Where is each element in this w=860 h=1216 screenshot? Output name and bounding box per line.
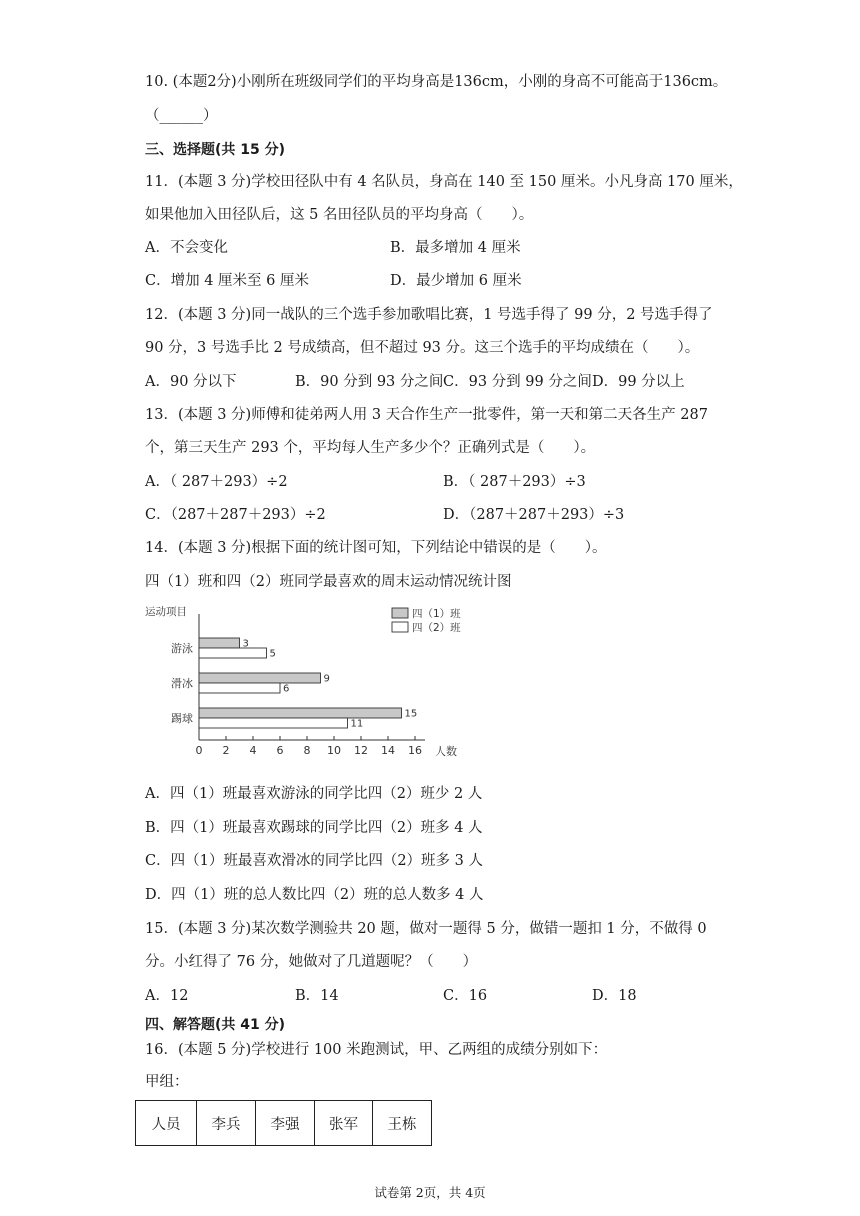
x-tick-label: 4 <box>249 744 257 757</box>
x-tick-label: 8 <box>303 744 311 757</box>
table-cell: 李兵 <box>197 1101 256 1146</box>
q10-answer-blank: （______） <box>145 108 218 124</box>
bar <box>199 683 280 693</box>
q13-option-c: C．（287＋287＋293）÷2 <box>145 507 326 523</box>
x-tick-label: 16 <box>408 744 422 757</box>
data-label: 6 <box>283 683 290 695</box>
legend-swatch <box>392 608 408 618</box>
q15-line2: 分。小红得了 76 分，她做对了几道题呢？（ ） <box>145 954 478 970</box>
bar <box>199 673 321 683</box>
table-cell: 王栋 <box>373 1101 432 1146</box>
q12-line2: 90 分，3 号选手比 2 号成绩高，但不超过 93 分。这三个选手的平均成绩在（ ）。 <box>145 340 700 356</box>
q12-option-a: A．90 分以下 <box>145 374 237 390</box>
q11-option-c: C．增加 4 厘米至 6 厘米 <box>145 273 309 289</box>
q15-option-b: B．14 <box>295 988 339 1004</box>
chart-caption: 四（1）班和四（2）班同学最喜欢的周末运动情况统计图 <box>145 574 512 590</box>
q14-option-a: A．四（1）班最喜欢游泳的同学比四（2）班少 2 人 <box>145 786 483 802</box>
section-4-title: 四、解答题(共 41 分) <box>145 1017 286 1033</box>
q13-option-d: D．（287＋287＋293）÷3 <box>443 507 625 523</box>
table-cell-header: 人员 <box>136 1101 197 1146</box>
q14-option-b: B．四（1）班最喜欢踢球的同学比四（2）班多 4 人 <box>145 820 483 836</box>
q10-text: 10. (本题2分)小刚所在班级同学们的平均身高是136cm，小刚的身高不可能高于136cm。 <box>145 74 728 90</box>
table-row <box>136 1101 432 1146</box>
q15-line1: 15．(本题 3 分)某次数学测验共 20 题，做对一题得 5 分，做错一题扣 1 分，不做得 0 <box>145 921 707 937</box>
bar <box>199 638 240 648</box>
q12-option-c: C．93 分到 99 分之间 <box>443 374 592 390</box>
x-axis-label: 人数 <box>435 745 457 758</box>
x-tick-label: 2 <box>222 744 230 757</box>
q12-line1: 12．(本题 3 分)同一战队的三个选手参加歌唱比赛，1 号选手得了 99 分，2 号选手得了 <box>145 307 713 323</box>
legend-label: 四（2）班 <box>412 622 461 634</box>
q12-option-b: B．90 分到 93 分之间 <box>295 374 444 390</box>
q14-line1: 14．(本题 3 分)根据下面的统计图可知，下列结论中错误的是（ ）。 <box>145 540 607 556</box>
q11-line1: 11．(本题 3 分)学校田径队中有 4 名队员，身高在 140 至 150 厘米。小凡身高 170 厘米， <box>145 174 743 190</box>
category-label: 滑冰 <box>171 677 193 690</box>
data-label: 3 <box>242 638 249 650</box>
category-label: 游泳 <box>171 642 193 655</box>
bar <box>199 708 402 718</box>
data-label: 11 <box>350 718 364 730</box>
q15-option-d: D．18 <box>592 988 637 1004</box>
bar <box>199 648 267 658</box>
page-footer: 试卷第 2页，共 4页 <box>374 1185 486 1200</box>
legend-swatch <box>392 622 408 632</box>
q13-option-a: A．（ 287＋293）÷2 <box>145 474 288 490</box>
section-3-title: 三、选择题(共 15 分) <box>145 142 286 158</box>
q14-option-c: C．四（1）班最喜欢滑冰的同学比四（2）班多 3 人 <box>145 853 483 869</box>
q12-option-d: D．99 分以上 <box>592 374 685 390</box>
x-tick-label: 0 <box>195 744 203 757</box>
x-tick-label: 12 <box>354 744 368 757</box>
data-label: 5 <box>269 648 276 660</box>
q13-line2: 个，第三天生产 293 个，平均每人生产多少个？正确列式是（ ）。 <box>145 440 596 456</box>
group-a-table <box>135 1100 432 1146</box>
x-tick-label: 14 <box>381 744 395 757</box>
q15-option-c: C．16 <box>443 988 488 1004</box>
q11-option-d: D．最少增加 6 厘米 <box>390 273 522 289</box>
q15-option-a: A．12 <box>145 988 189 1004</box>
bar <box>199 718 348 728</box>
x-tick-label: 6 <box>276 744 284 757</box>
data-label: 9 <box>323 673 330 685</box>
q13-line1: 13．(本题 3 分)师傅和徒弟两人用 3 天合作生产一批零件，第一天和第二天各生产 287 <box>145 407 708 423</box>
table-cell: 张军 <box>315 1101 373 1146</box>
x-tick-label: 10 <box>327 744 341 757</box>
q13-option-b: B．（ 287＋293）÷3 <box>443 474 586 490</box>
q14-option-d: D．四（1）班的总人数比四（2）班的总人数多 4 人 <box>145 887 484 903</box>
y-axis-label: 运动项目 <box>145 606 187 618</box>
table-cell: 李强 <box>256 1101 315 1146</box>
q11-option-a: A．不会变化 <box>145 240 228 256</box>
q11-line2: 如果他加入田径队后，这 5 名田径队员的平均身高（ ）。 <box>145 207 534 223</box>
q11-option-b: B．最多增加 4 厘米 <box>390 240 521 256</box>
legend-label: 四（1）班 <box>412 608 461 620</box>
sports-bar-chart <box>140 598 480 763</box>
q16-line1: 16．(本题 5 分)学校进行 100 米跑测试，甲、乙两组的成绩分别如下： <box>145 1042 608 1058</box>
category-label: 踢球 <box>171 712 193 725</box>
q16-group-label: 甲组： <box>145 1074 189 1090</box>
data-label: 15 <box>404 708 418 720</box>
